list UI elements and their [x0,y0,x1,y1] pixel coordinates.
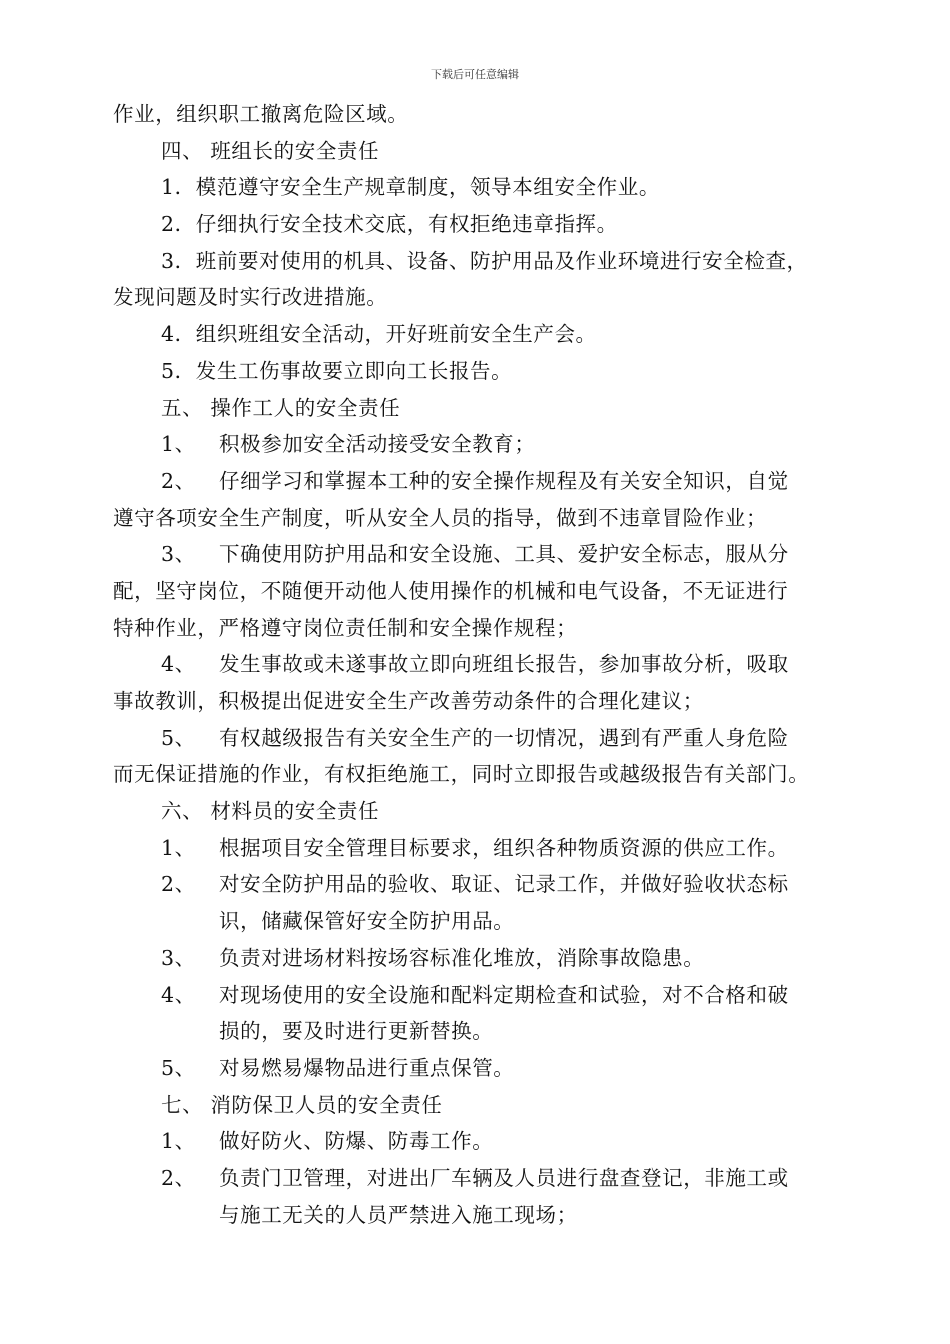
section-heading: 六、 材料员的安全责任 [161,799,380,824]
item-number: 4、 [161,982,196,1007]
document-body [113,96,838,1233]
list-item: 4．组织班组安全活动，开好班前安全生产会。 [161,322,597,347]
text-line: 遵守各项安全生产制度，听从安全人员的指导，做到不违章冒险作业； [113,505,768,530]
item-number: 3、 [161,542,196,567]
list-item: 4、 对现场使用的安全设施和配料定期检查和试验，对不合格和破 [113,977,838,1014]
item-number: 3、 [161,945,196,970]
list-item: 1、 积极参加安全活动接受安全教育； [113,426,838,463]
list-item: 2、 仔细学习和掌握本工种的安全操作规程及有关安全知识，自觉 [113,463,838,500]
item-number: 1、 [161,1129,196,1154]
item-number: 5、 [161,725,196,750]
text-line: 配，坚守岗位，不随便开动他人使用操作的机械和电气设备，不无证进行 [113,578,789,603]
list-item: 1．模范遵守安全生产规章制度，领导本组安全作业。 [161,175,660,200]
list-item: 4、 发生事故或未遂事故立即向班组长报告，参加事故分析，吸取 [113,646,838,683]
text-line: 特种作业，严格遵守岗位责任制和安全操作规程； [113,615,578,640]
section-heading: 四、 班组长的安全责任 [161,138,380,163]
list-item: 5、 对易燃易爆物品进行重点保管。 [113,1050,838,1087]
item-number: 2、 [161,468,196,493]
list-item: 1、 做好防火、防爆、防毒工作。 [113,1123,838,1160]
list-item: 3．班前要对使用的机具、设备、防护用品及作业环境进行安全检查， [161,248,808,273]
list-item: 2、 对安全防护用品的验收、取证、记录工作，并做好验收状态标 [113,866,838,903]
text-line: 与施工无关的人员严禁进入施工现场； [219,1202,578,1227]
text-line: 事故教训，积极提出促进安全生产改善劳动条件的合理化建议； [113,689,704,713]
section-heading: 五、 操作工人的安全责任 [161,395,401,420]
text-line: 而无保证措施的作业，有权拒绝施工，同时立即报告或越级报告有关部门。 [113,762,810,787]
text-line: 损的，要及时进行更新替换。 [219,1019,494,1044]
item-number: 2、 [161,1165,196,1190]
text-line: 作业，组织职工撤离危险区域。 [113,102,409,126]
item-number: 4、 [161,652,196,677]
item-number: 2、 [161,872,196,897]
item-number: 1、 [161,835,196,860]
list-item: 3、 下确使用防护用品和安全设施、工具、爱护安全标志，服从分 [113,536,838,573]
item-number: 1、 [161,432,196,457]
item-number: 5、 [161,1055,196,1080]
list-item: 1、 根据项目安全管理目标要求，组织各种物质资源的供应工作。 [113,830,838,867]
list-item: 2、 负责门卫管理，对进出厂车辆及人员进行盘查登记，非施工或 [113,1160,838,1197]
text-line: 识，储藏保管好安全防护用品。 [219,909,515,934]
list-item: 3、 负责对进场材料按场容标准化堆放，消除事故隐患。 [113,940,838,977]
list-item: 5．发生工伤事故要立即向工长报告。 [161,358,513,383]
page-header-note: 下载后可任意编辑 [431,68,519,81]
section-heading: 七、 消防保卫人员的安全责任 [161,1092,443,1117]
text-line: 发现问题及时实行改进措施。 [113,285,388,310]
list-item: 5、 有权越级报告有关安全生产的一切情况，遇到有严重人身危险 [113,720,838,757]
list-item: 2．仔细执行安全技术交底，有权拒绝违章指挥。 [161,212,618,237]
